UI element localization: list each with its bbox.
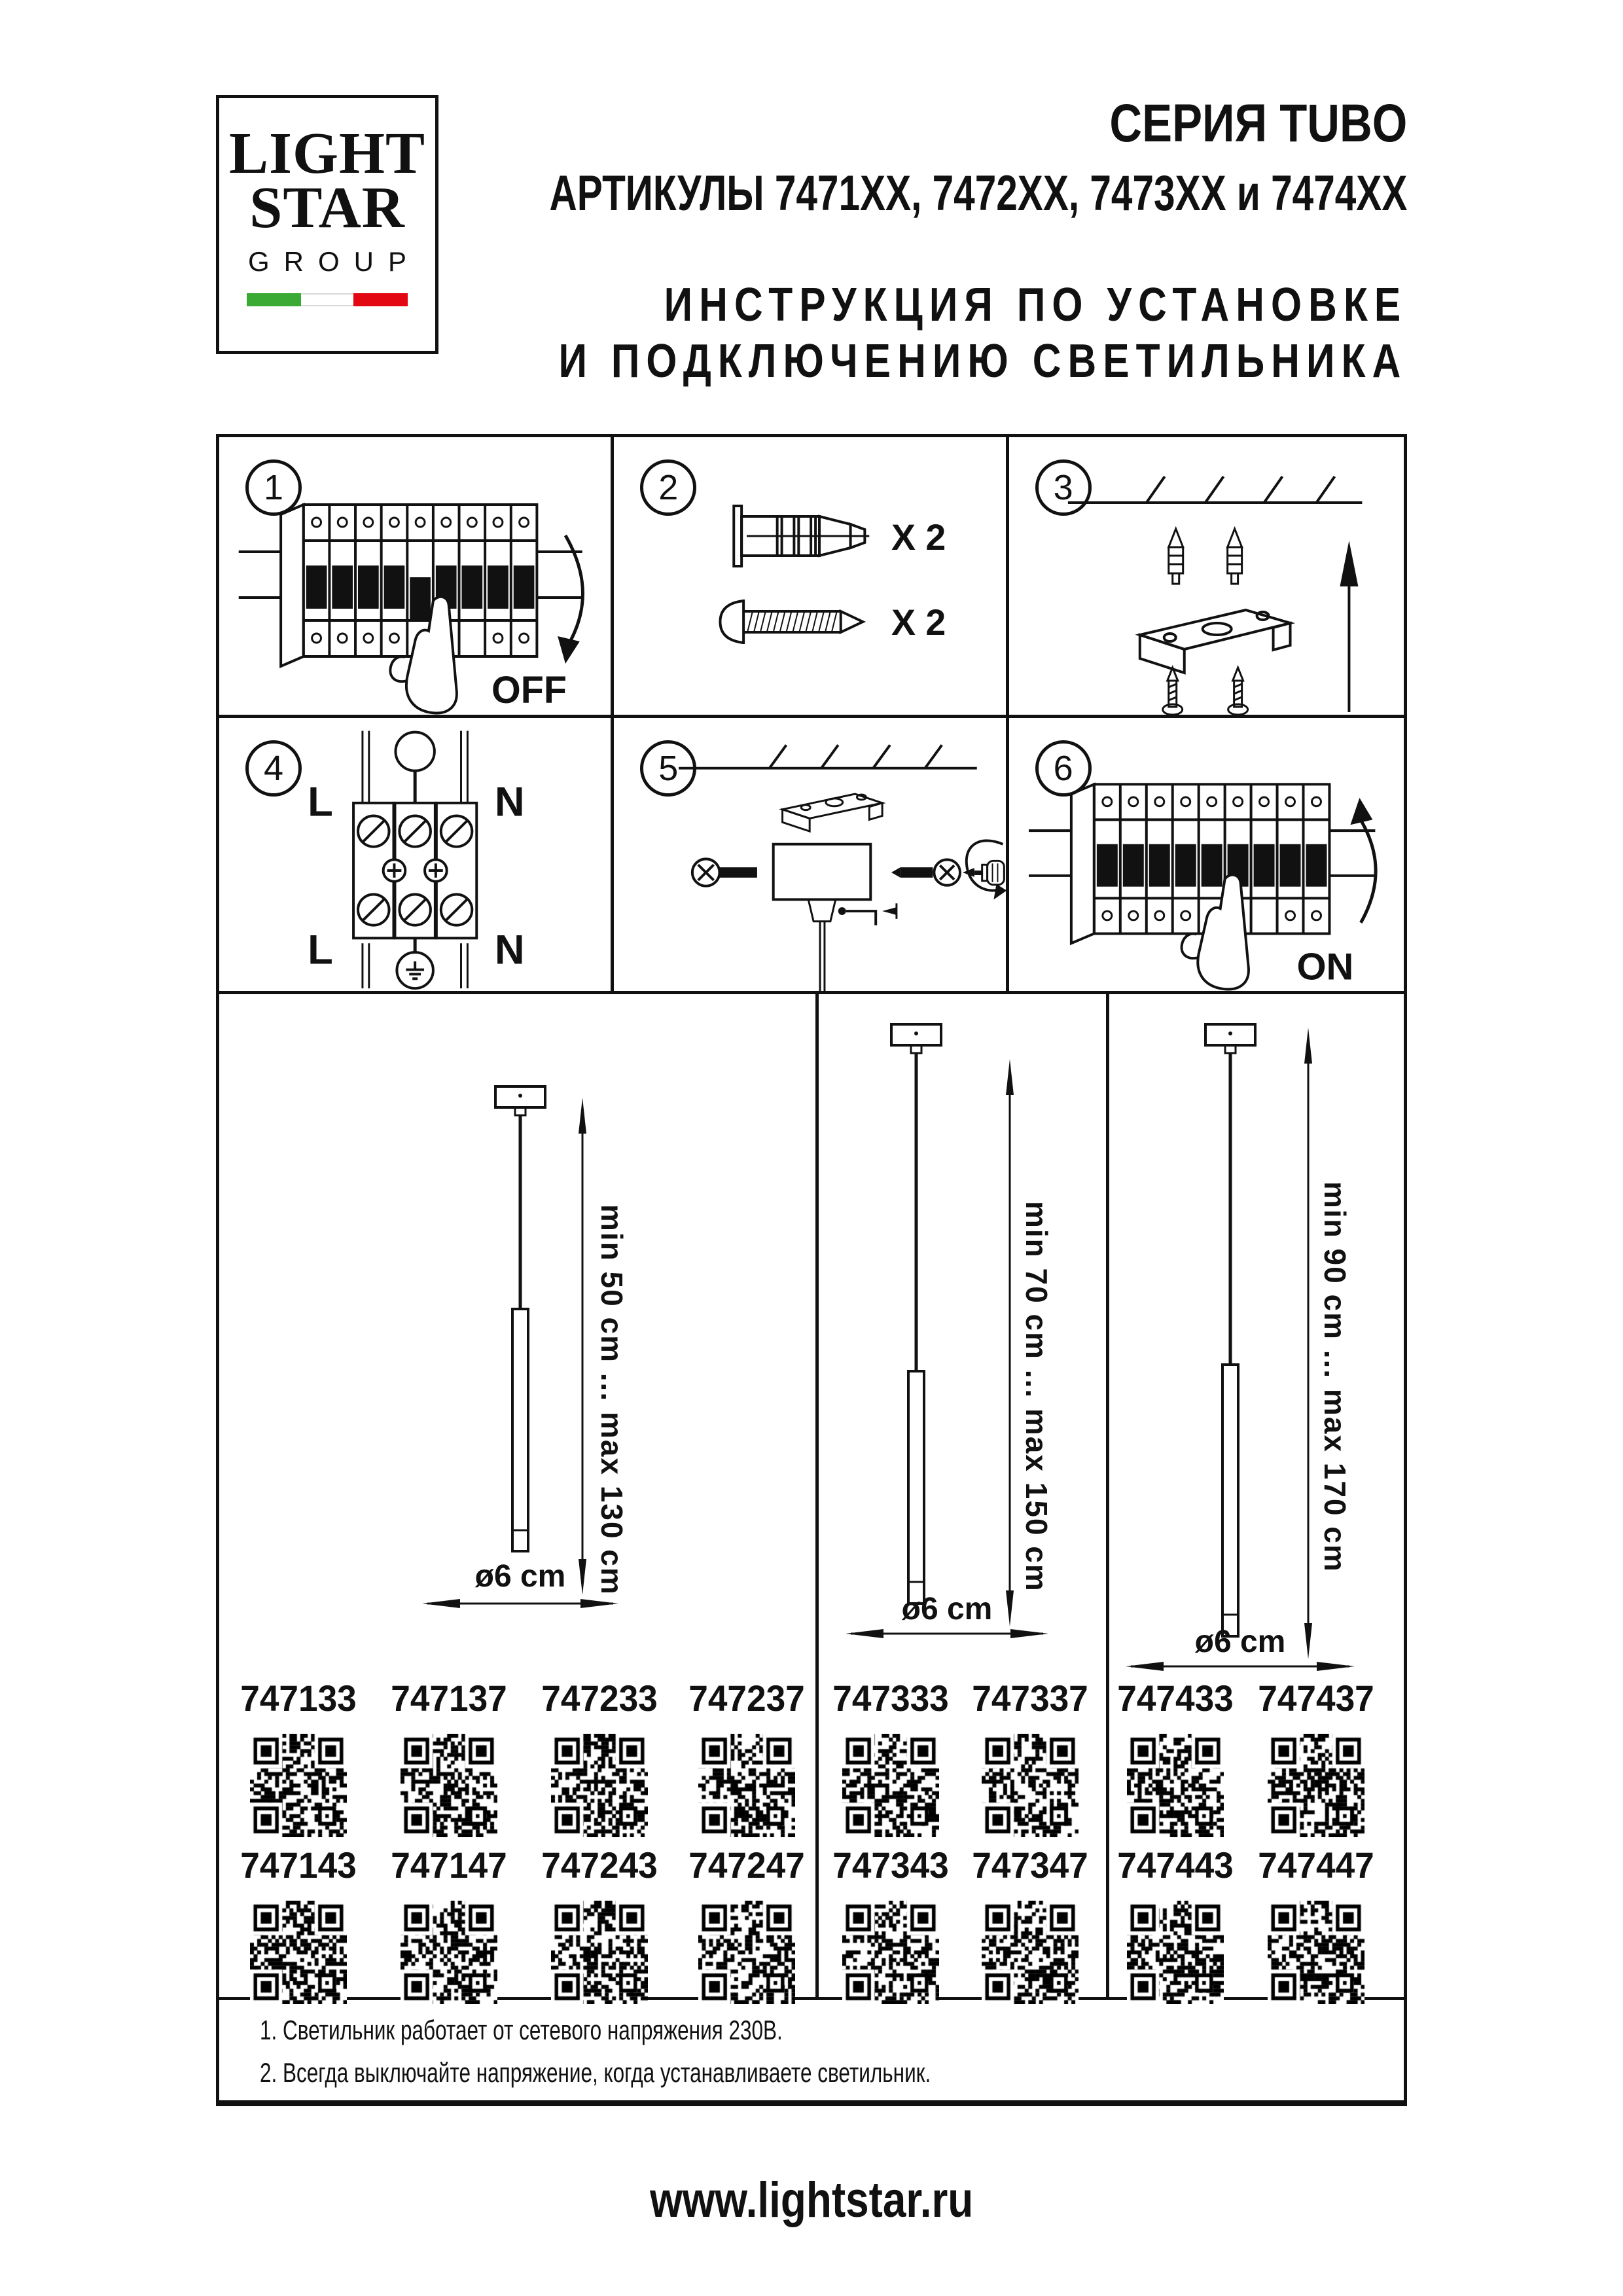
qr-code [401, 1901, 497, 2004]
qr-code [250, 1901, 347, 2004]
product-code-label: 747237 [688, 1677, 805, 1719]
logo-word-group: GROUP [247, 245, 421, 277]
pressing-finger-icon [1181, 875, 1248, 990]
product-code-item [531, 1844, 668, 2004]
qr-code [982, 1734, 1079, 1837]
step-5-number: 5 [640, 740, 696, 797]
product-code-item [1107, 1677, 1244, 1837]
product-code-label: 747133 [240, 1677, 357, 1719]
qr-code [551, 1734, 648, 1837]
step-4-cell [219, 718, 614, 994]
note-1: 1. Светильник работает от сетевого напряжения 230В. [260, 2015, 783, 2045]
logo-word-light: LIGHT [228, 121, 426, 186]
qr-code [551, 1901, 648, 2004]
qr-code [842, 1734, 939, 1837]
product-code-label: 747347 [972, 1844, 1088, 1886]
step-2-number: 2 [640, 459, 696, 516]
lamp-2-height-range: min 70 cm ... max 150 cm [1020, 1201, 1054, 1592]
canopy-icon [774, 844, 871, 991]
qr-code [1268, 1901, 1364, 2004]
steps-grid [219, 437, 1404, 994]
product-row-1 [219, 1677, 1404, 1840]
product-code-item [230, 1677, 367, 1837]
product-code-label: 747433 [1117, 1677, 1234, 1719]
dowel-qty-label: X 2 [891, 516, 946, 558]
lamp-1-diameter-label: ø6 cm [474, 1559, 566, 1594]
product-code-label: 747243 [541, 1844, 658, 1886]
lamp-symbol-icon [395, 732, 434, 771]
height-dimension-arrow [1304, 1028, 1312, 1659]
step-3-cell [1009, 437, 1404, 718]
step-2-cell [614, 437, 1008, 718]
lamp-1-height-range: min 50 cm ... max 130 cm [595, 1204, 629, 1596]
up-arrow-icon [1340, 541, 1358, 712]
bracket-icon [783, 794, 883, 831]
dowel-icon [1168, 529, 1241, 584]
lamp-1-diameter-arrow [422, 1596, 618, 1611]
product-code-item [1247, 1844, 1385, 2004]
height-dimension-arrow [1006, 1059, 1014, 1626]
ground-symbol-icon [397, 952, 433, 988]
lamp-2-diameter-label: ø6 cm [901, 1592, 993, 1626]
product-code-item [961, 1844, 1099, 2004]
product-code-item [822, 1844, 959, 2004]
website-url: www.lightstar.ru [649, 2172, 974, 2228]
product-code-label: 747233 [541, 1677, 658, 1719]
qr-code [401, 1734, 497, 1837]
product-row-2 [219, 1844, 1404, 2007]
step-1-cell [219, 437, 614, 718]
product-code-item [678, 1844, 815, 2004]
qr-code [842, 1901, 939, 2004]
neutral-label-bottom: N [494, 927, 525, 973]
product-code-label: 747337 [972, 1677, 1088, 1719]
line-label-top: L [308, 779, 333, 825]
height-dimension-arrow [579, 1098, 586, 1595]
instruction-title-line2: И ПОДКЛЮЧЕНИЮ СВЕТИЛЬНИКА [558, 335, 1407, 388]
product-code-item [1247, 1677, 1385, 1837]
step-3-number: 3 [1035, 459, 1092, 516]
qr-code [1268, 1734, 1364, 1837]
articles-line: АРТИКУЛЫ 7471ХХ, 7472ХХ, 7473ХХ и 7474ХХ [549, 166, 1407, 221]
qr-code [698, 1901, 795, 2004]
qr-code [698, 1734, 795, 1837]
product-code-label: 747333 [832, 1677, 949, 1719]
screwdriver-icon [963, 840, 1005, 899]
product-code-item [380, 1677, 518, 1837]
screw-icon [1162, 668, 1247, 715]
mounting-bracket-icon [1139, 610, 1290, 673]
instruction-title [471, 277, 1407, 390]
set-screw-icon [838, 903, 897, 925]
notes [260, 2009, 931, 2094]
instruction-title-line1: ИНСТРУКЦИЯ ПО УСТАНОВКЕ [664, 279, 1407, 331]
product-code-label: 747247 [688, 1844, 805, 1886]
qr-code [250, 1734, 347, 1837]
step-4-number: 4 [245, 740, 302, 797]
product-code-item [822, 1677, 959, 1837]
product-code-label: 747437 [1258, 1677, 1374, 1719]
products-panel [219, 994, 1404, 2100]
line-label-bottom: L [308, 927, 333, 973]
step-6-cell [1009, 718, 1404, 994]
product-code-label: 747443 [1117, 1844, 1234, 1886]
turn-off-arrow-icon [558, 535, 582, 664]
qr-code [982, 1901, 1079, 2004]
neutral-label-top: N [494, 779, 525, 825]
lamp-3-height-range: min 90 cm ... max 170 cm [1318, 1181, 1352, 1573]
lamp-3-diameter-arrow [1126, 1659, 1355, 1674]
step-5-cell [614, 718, 1008, 994]
lamp-2-diameter-arrow [846, 1626, 1048, 1641]
product-code-item [961, 1677, 1099, 1837]
footer [0, 2172, 1623, 2229]
product-code-label: 747137 [391, 1677, 507, 1719]
terminal-block-icon [353, 803, 476, 939]
qr-code [1127, 1734, 1224, 1837]
main-table [216, 434, 1407, 2106]
product-code-item [678, 1677, 815, 1837]
on-label: ON [1296, 946, 1354, 988]
product-code-label: 747343 [832, 1844, 949, 1886]
series-title: СЕРИЯ TUBO [1109, 94, 1407, 153]
product-code-label: 747147 [391, 1844, 507, 1886]
header [293, 93, 1407, 390]
product-code-item [1107, 1844, 1244, 2004]
side-screw-left-icon [692, 859, 757, 886]
product-code-item [380, 1844, 518, 2004]
product-code-label: 747143 [240, 1844, 357, 1886]
off-label: OFF [491, 669, 567, 712]
product-code-label: 747447 [1258, 1844, 1374, 1886]
product-code-item [531, 1677, 668, 1837]
logo-word-star: STAR [249, 175, 405, 240]
qr-code [1127, 1901, 1224, 2004]
phillips-screw-icon [383, 859, 447, 881]
note-2: 2. Всегда выключайте напряжение, когда устанавливаете светильник. [260, 2057, 931, 2089]
step-1-number: 1 [245, 459, 302, 516]
screw-qty-label: X 2 [891, 601, 946, 643]
step-6-number: 6 [1035, 740, 1092, 797]
side-screw-right-icon [891, 859, 960, 885]
lamp-3-diameter-label: ø6 cm [1194, 1624, 1286, 1659]
turn-on-arrow-icon [1350, 798, 1376, 923]
product-code-item [230, 1844, 367, 2004]
